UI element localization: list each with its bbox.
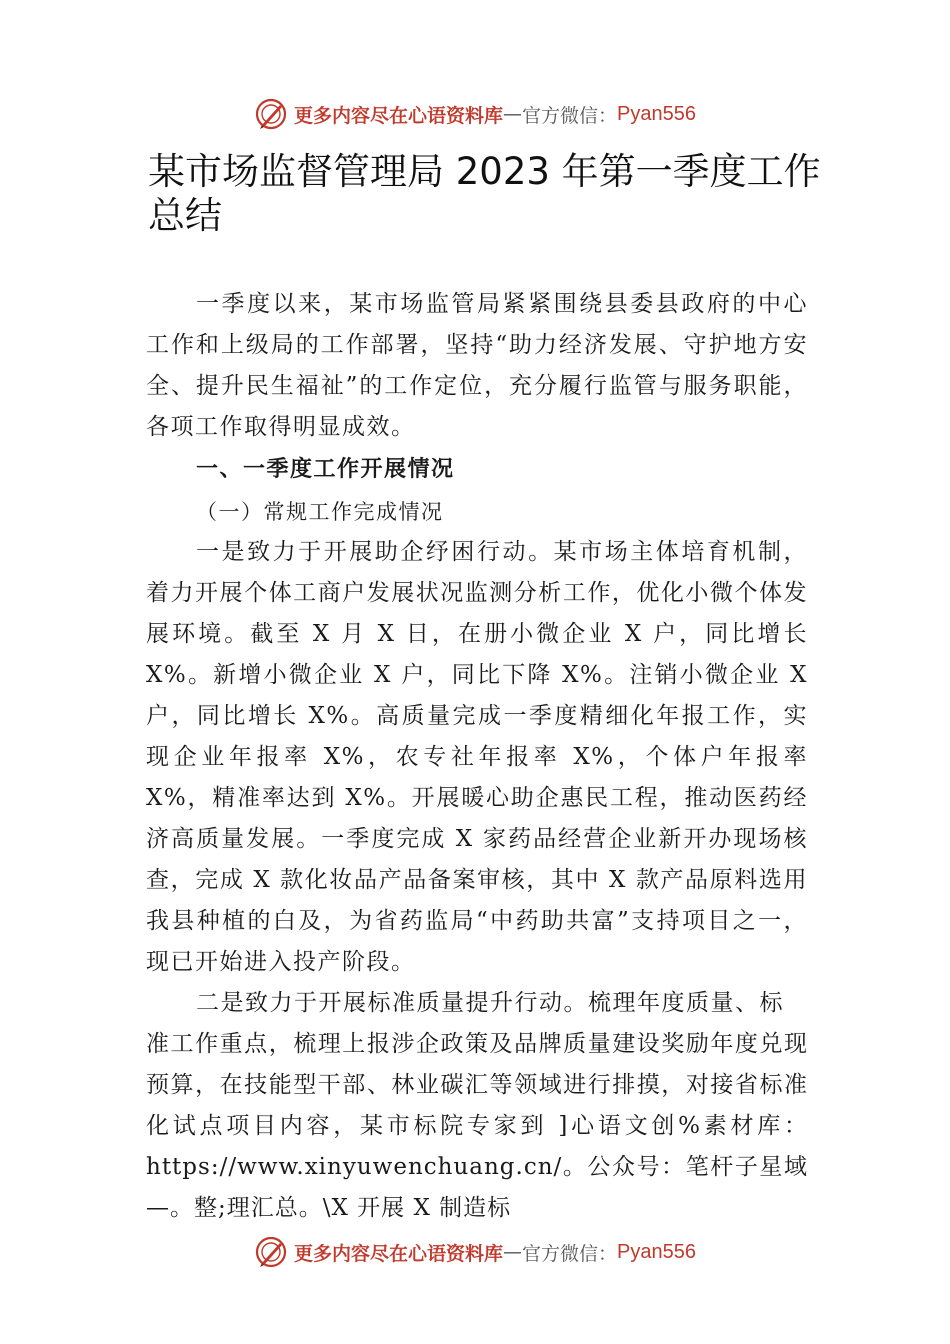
section-heading-1: 一、一季度工作开展情况: [196, 457, 455, 482]
document-body: [146, 284, 808, 1229]
subsection-heading-1: （一）常规工作完成情况: [196, 500, 444, 524]
document-title: 某市场监督管理局 2023 年第一季度工作总结: [148, 150, 821, 237]
banner-wechat-label: 官方微信：: [522, 104, 618, 127]
paragraph-standards-rest: 准工作重点，梳理上报涉企政策及品牌质量建设奖励年度兑现预算，在技能型干部、林业碳汇等领域进行排摸，对接省标准化试点项目内容，某市标院专家到 ]心语文创%素材库：https://www.xinyuwenchuang.cn/。公众号：笔杆子星域—。整;理汇总。\X 开展 X 制造标: [146, 1031, 808, 1221]
pen-logo-icon: [254, 1235, 288, 1269]
paragraph-assist-enterprises: 一是致力于开展助企纾困行动。某市场主体培育机制，着力开展个体工商户发展状况监测分析工作，优化小微个体发展环境。截至 X 月 X 日，在册小微企业 X 户，同比增长 X%。新增小微企业 X 户，同比下降 X%。注销小微企业 X 户，同比增长 X%。高质量完成一季度精细化年报工作，实现企业年报率 X%，农专社年报率 X%，个体户年报率 X%，精准率达到 X%。开展暖心助企惠民工程，推动医药经济高质量发展。一季度完成 X 家药品经营企业新开办现场核查，完成 X 款化妆品产品备案审核，其中 X 款产品原料选用我县种植的白及，为省药监局“中药助共富”支持项目之一，现已开始进入投产阶段。: [146, 539, 808, 975]
banner-main-text: 更多内容尽在心语资料库: [294, 104, 504, 127]
banner-separator: —: [503, 103, 523, 125]
banner-wechat-id: Pyan556: [617, 1240, 696, 1263]
pen-logo-icon: [254, 97, 288, 131]
banner-wechat-id: Pyan556: [617, 102, 696, 125]
banner-wechat-label: 官方微信：: [522, 1242, 618, 1265]
intro-paragraph: 一季度以来，某市场监管局紧紧围绕县委县政府的中心工作和上级局的工作部署，坚持“助力经济发展、守护地方安全、提升民生福祉”的工作定位，充分履行监管与服务职能，各项工作取得明显成效。: [146, 291, 808, 440]
banner-separator: —: [503, 1241, 523, 1263]
footer-watermark-banner: [0, 1232, 950, 1272]
header-watermark-banner: [0, 94, 950, 134]
banner-main-text: 更多内容尽在心语资料库: [294, 1242, 504, 1265]
paragraph-standards-line1: 二是致力于开展标准质量提升行动。梳理年度质量、标: [196, 990, 784, 1016]
